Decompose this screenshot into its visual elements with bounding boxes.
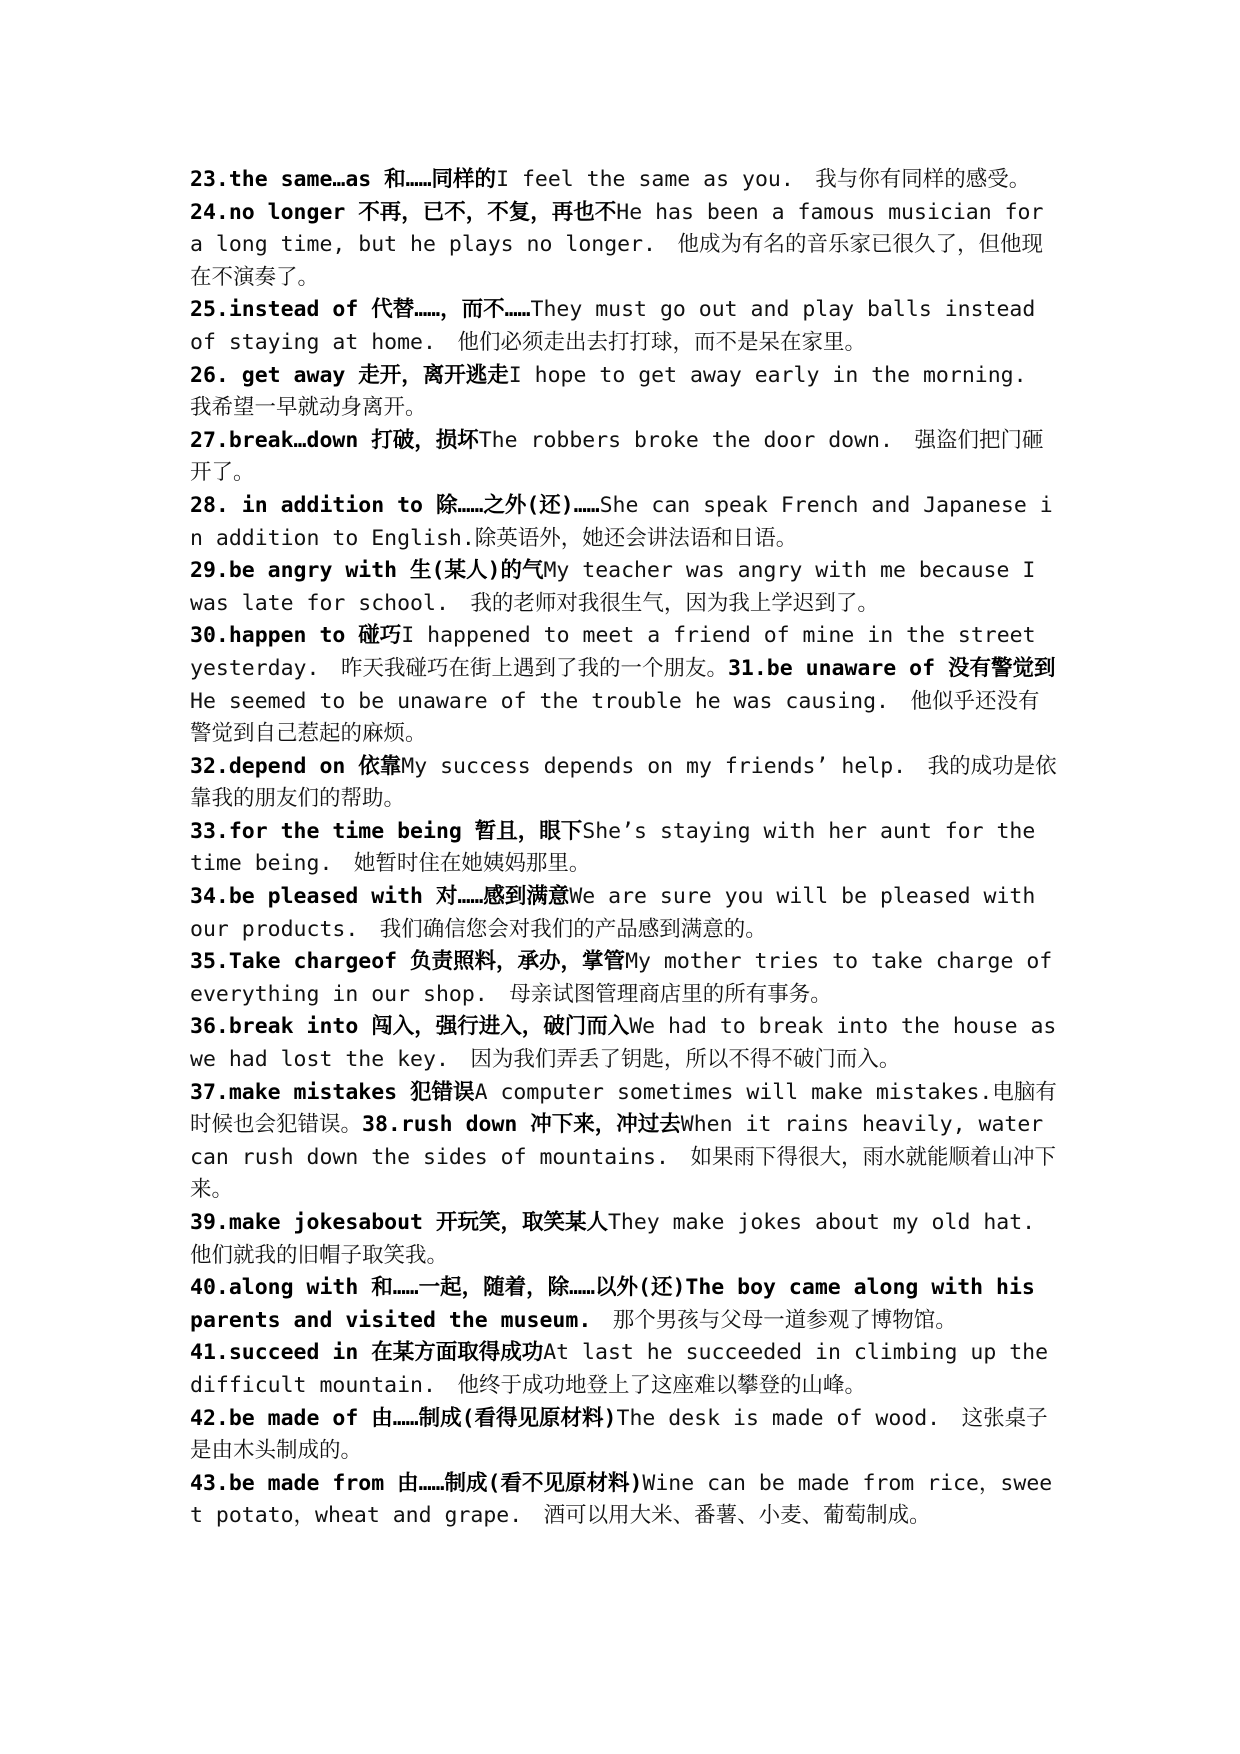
chinese-translation: 我的老师对我很生气，因为我上学迟到了。 bbox=[470, 590, 879, 616]
chinese-translation: 酒可以用大米、番薯、小麦、葡萄制成。 bbox=[543, 1503, 931, 1529]
phrase-entry-41 bbox=[190, 1337, 1060, 1402]
phrase-key: 36.break into 闯入，强行进入，破门而入 bbox=[190, 1014, 630, 1040]
chinese-translation: 电脑有时候也会犯错误。 bbox=[190, 1079, 1057, 1138]
example-sentence: He seemed to be unaware of the trouble he was causing. bbox=[190, 688, 911, 714]
phrase-key: 26. get away 走开，离开逃走 bbox=[190, 362, 509, 388]
phrase-entry-36 bbox=[190, 1011, 1060, 1076]
chinese-translation: 他似乎还没有警觉到自己惹起的麻烦。 bbox=[190, 688, 1040, 747]
phrase-key: 27.break…down 打破，损坏 bbox=[190, 427, 479, 453]
document-page bbox=[190, 164, 1060, 1533]
phrase-key: 35.Take chargeof 负责照料，承办，掌管 bbox=[190, 949, 626, 975]
phrase-entry-34 bbox=[190, 881, 1060, 946]
example-sentence: My mother tries to take charge of everything in our shop. bbox=[190, 949, 1053, 1007]
example-sentence: I happened to meet a friend of mine in the street yesterday. bbox=[190, 623, 1036, 681]
phrase-entry-32 bbox=[190, 751, 1060, 816]
chinese-translation: 他们就我的旧帽子取笑我。 bbox=[190, 1242, 449, 1268]
phrase-key: 38.rush down 冲下来，冲过去 bbox=[362, 1112, 681, 1138]
example-sentence: We are sure you will be pleased with our products. bbox=[190, 884, 1036, 942]
chinese-translation: 他成为有名的音乐家已很久了，但他现在不演奏了。 bbox=[190, 232, 1044, 290]
phrase-entry-43 bbox=[190, 1468, 1060, 1533]
chinese-translation: 我的成功是依靠我的朋友们的帮助。 bbox=[190, 753, 1057, 812]
chinese-translation: 因为我们弄丢了钥匙，所以不得不破门而入。 bbox=[470, 1047, 901, 1073]
example-sentence: When it rains heavily, water can rush down the sides of mountains. bbox=[190, 1112, 1044, 1170]
phrase-entry-27 bbox=[190, 425, 1060, 490]
example-sentence: I feel the same as you. bbox=[496, 167, 816, 192]
chinese-translation: 她暂时住在她姨妈那里。 bbox=[353, 851, 591, 877]
phrase-key: 32.depend on 依靠 bbox=[190, 753, 402, 779]
chinese-translation: 这张桌子是由木头制成的。 bbox=[190, 1405, 1048, 1464]
phrase-key: 42.be made of 由……制成(看得见原材料) bbox=[190, 1405, 617, 1431]
example-sentence: She’s staying with her aunt for the time being. bbox=[190, 818, 1036, 877]
example-sentence: He has been a famous musician for a long time, but he plays no longer. bbox=[190, 199, 1044, 258]
chinese-translation: 母亲试图管理商店里的所有事务。 bbox=[509, 981, 832, 1007]
phrase-key: 34.be pleased with 对……感到满意 bbox=[190, 884, 570, 910]
example-sentence: They must go out and play balls instead of staying at home. bbox=[190, 297, 1036, 355]
example-sentence: She can speak French and Japanese in addition to English. bbox=[190, 492, 1053, 551]
phrase-key: 41.succeed in 在某方面取得成功 bbox=[190, 1340, 544, 1366]
example-sentence: Wine can be made from rice，sweet potato，wheat and grape. bbox=[190, 1470, 1053, 1529]
phrase-entry-35 bbox=[190, 946, 1060, 1011]
chinese-translation: 除英语外，她还会讲法语和日语。 bbox=[474, 525, 798, 551]
chinese-translation: 昨天我碰巧在街上遇到了我的一个朋友。 bbox=[340, 655, 728, 681]
phrase-entry-24 bbox=[190, 197, 1060, 295]
chinese-translation: 如果雨下得很大，雨水就能顺着山冲下来。 bbox=[190, 1144, 1056, 1203]
chinese-translation: 我们确信您会对我们的产品感到满意的。 bbox=[379, 916, 767, 942]
phrase-key: 29.be angry with 生(某人)的气 bbox=[190, 558, 544, 584]
chinese-translation: 他终于成功地登上了这座难以攀登的山峰。 bbox=[457, 1372, 866, 1398]
phrase-entry-39 bbox=[190, 1207, 1060, 1272]
phrase-entry-25 bbox=[190, 294, 1060, 359]
example-sentence bbox=[591, 1308, 613, 1333]
phrase-entry-23 bbox=[190, 164, 1060, 197]
chinese-translation: 我希望一早就动身离开。 bbox=[190, 395, 427, 421]
phrase-entry-30-31 bbox=[190, 620, 1060, 750]
example-sentence: My success depends on my friends’ help. bbox=[401, 753, 928, 779]
phrase-key: 37.make mistakes 犯错误 bbox=[190, 1079, 475, 1105]
example-sentence: The desk is made of wood. bbox=[616, 1405, 962, 1431]
phrase-key: 30.happen to 碰巧 bbox=[190, 623, 402, 649]
phrase-key: 25.instead of 代替……，而不…… bbox=[190, 297, 531, 323]
phrase-entry-29 bbox=[190, 555, 1060, 620]
chinese-translation: 那个男孩与父母一道参观了博物馆。 bbox=[612, 1307, 957, 1333]
phrase-entry-40 bbox=[190, 1272, 1060, 1337]
phrase-key: 33.for the time being 暂且，眼下 bbox=[190, 818, 583, 844]
phrase-entry-26 bbox=[190, 360, 1060, 425]
phrase-key: 43.be made from 由……制成(看不见原材料) bbox=[190, 1470, 643, 1496]
phrase-entry-28 bbox=[190, 490, 1060, 555]
chinese-translation: 他们必须走出去打打球，而不是呆在家里。 bbox=[457, 329, 866, 355]
phrase-entry-33 bbox=[190, 816, 1060, 881]
example-sentence: At last he succeeded in climbing up the difficult mountain. bbox=[190, 1340, 1049, 1398]
phrase-key: 28. in addition to 除……之外(还)…… bbox=[190, 492, 600, 518]
phrase-entry-42 bbox=[190, 1403, 1060, 1468]
example-sentence: They make jokes about my old hat. bbox=[607, 1210, 1057, 1235]
example-sentence: We had to break into the house as we had lost the key. bbox=[190, 1014, 1057, 1073]
chinese-translation: 我与你有同样的感受。 bbox=[815, 167, 1031, 192]
phrase-key: 39.make jokesabout 开玩笑，取笑某人 bbox=[190, 1210, 608, 1235]
example-sentence: A computer sometimes will make mistakes. bbox=[474, 1079, 993, 1105]
phrase-key: 40.along with 和……一起，随着，除……以外(还)The boy came along with his parents and visited the museum. bbox=[190, 1275, 1035, 1333]
phrase-key: 31.be unaware of 没有警觉到 bbox=[727, 655, 1056, 681]
example-sentence: The robbers broke the door down. bbox=[478, 427, 915, 453]
example-sentence: My teacher was angry with me because I was late for school. bbox=[190, 558, 1036, 616]
phrase-entry-37-38 bbox=[190, 1077, 1060, 1207]
chinese-translation: 强盗们把门砸开了。 bbox=[190, 427, 1044, 486]
example-sentence: I hope to get away early in the morning. bbox=[508, 362, 1049, 388]
phrase-key: 23.the same…as 和……同样的 bbox=[190, 167, 497, 192]
phrase-key: 24.no longer 不再，已不，不复，再也不 bbox=[190, 199, 617, 225]
